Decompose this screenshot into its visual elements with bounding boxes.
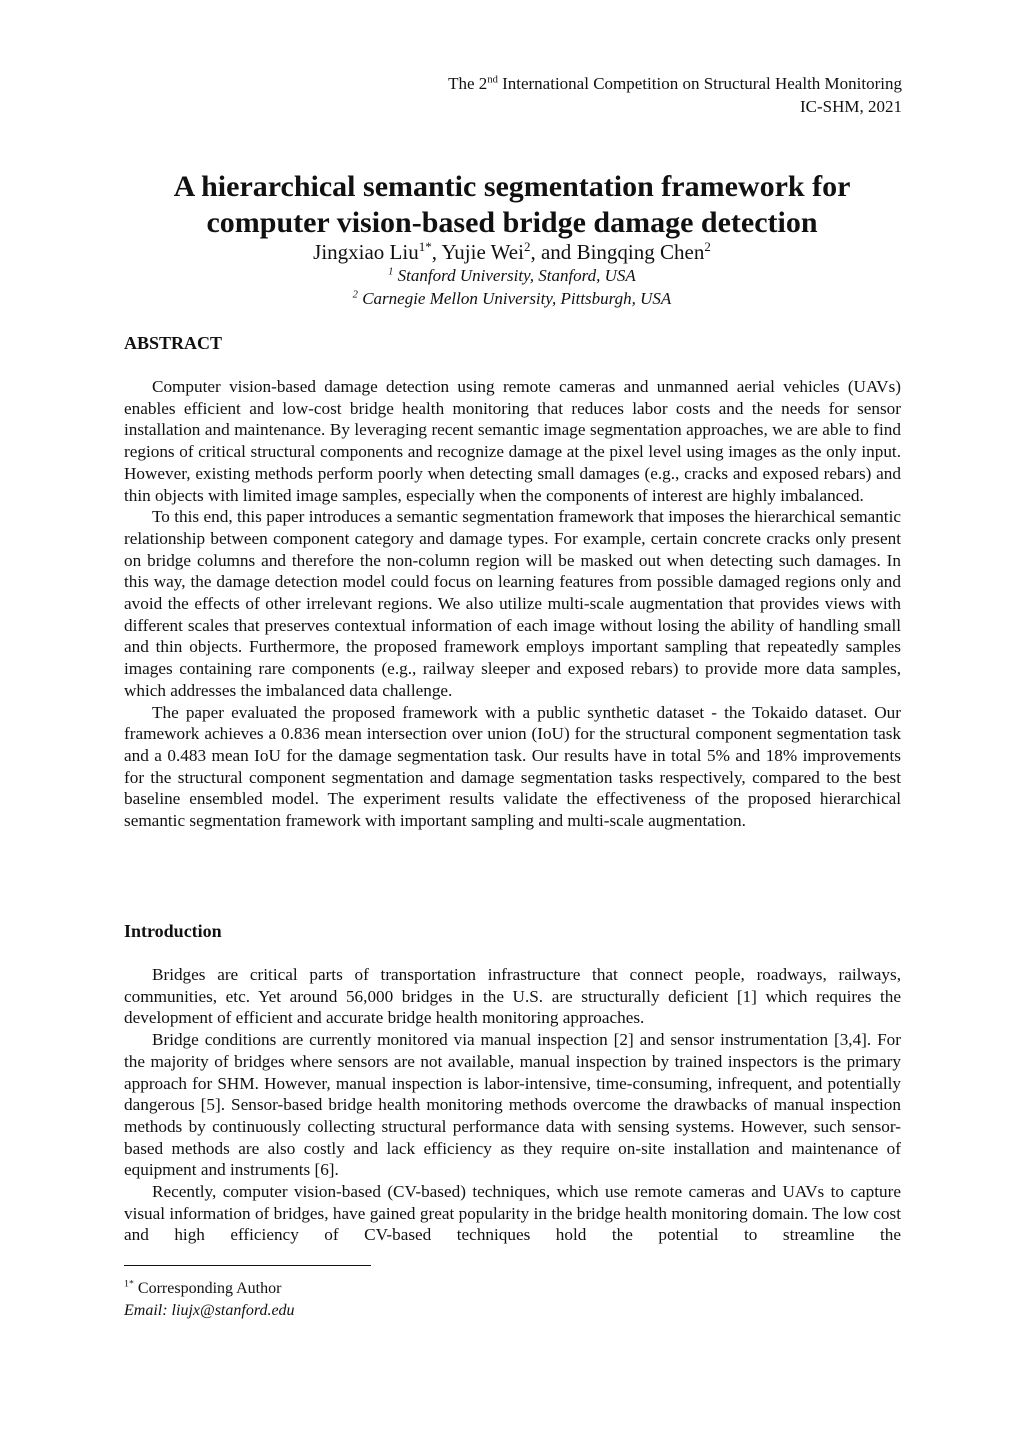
author-name: Yujie Wei	[441, 240, 524, 264]
author-name: Bingqing Chen	[576, 240, 705, 264]
abstract-paragraph: The paper evaluated the proposed framework with a public synthetic dataset - the Tokaido dataset. Our framework achieves a 0.836 mean intersection over union (IoU) for the structural component segmentation task and a 0.483 mean IoU for the damage segmentation task. Our results have in total 5% and 18% improvements for the structural component segmentation and damage segmentation tasks respectively, compared to the best baseline ensembled model. The experiment results validate the effectiveness of the proposed hierarchical semantic segmentation framework with important sampling and multi-scale augmentation.	[124, 702, 901, 831]
footnote-divider	[124, 1265, 371, 1266]
author-list: Jingxiao Liu$^{1*}$, Yujie Wei$^2$, and Bingqing Chen$^2$	[313, 239, 711, 264]
conference-name: The 2nd International Competition on Structural Health Monitoring	[448, 74, 902, 93]
footnote-corresponding: $^{1*}$ Corresponding Author	[124, 1278, 282, 1297]
introduction-paragraph: Bridges are critical parts of transportation infrastructure that connect people, roadways, railways, communities, etc. Yet around 56,000 bridges in the U.S. are structurally deficient [1] which requires the development of efficient and accurate bridge health monitoring approaches.	[124, 965, 901, 1028]
introduction-paragraph: Recently, computer vision-based (CV-based) techniques, which use remote cameras and UAVs to capture visual information of bridges, have gained great popularity in the bridge health monitoring domain. The low cost and high efficiency of CV-based techniques hold the potential to streamline the	[124, 1182, 901, 1245]
abstract-paragraph: To this end, this paper introduces a semantic segmentation framework that imposes the hierarchical semantic relationship between component category and damage types. For example, certain concrete cracks only present on bridge columns and therefore the non-column region will be masked out when detecting such damages. In this way, the damage detection model could focus on learning features from possible damaged regions only and avoid the effects of other irrelevant regions. We also utilize multi-scale augmentation that provides views with different scales that preserves contextual information of each image without losing the ability of handling small and thin objects. Furthermore, the proposed framework employs important sampling that repeatedly samples images containing rare components (e.g., railway sleeper and exposed rebars) to provide more data samples, which addresses the imbalanced data challenge.	[124, 507, 901, 700]
introduction-body	[124, 964, 901, 1246]
affiliation-2: $^2$ Carnegie Mellon University, Pittsburgh, USA	[352, 289, 672, 308]
author-name: Jingxiao Liu	[313, 240, 419, 264]
introduction-heading: Introduction	[124, 921, 222, 941]
abstract-body	[124, 376, 901, 832]
paper-title	[0, 169, 1024, 241]
abstract-heading: ABSTRACT	[124, 333, 223, 353]
introduction-paragraph: Bridge conditions are currently monitored via manual inspection [2] and sensor instrumentation [3,4]. For the majority of bridges where sensors are not available, manual inspection by trained inspectors is the primary approach for SHM. However, manual inspection is labor-intensive, time-consuming, infrequent, and potentially dangerous [5]. Sensor-based bridge health monitoring methods overcome the drawbacks of manual inspection methods by continuously collecting structural performance data with sensing systems. However, such sensor-based methods are also costly and lack efficiency as they require on-site installation and maintenance of equipment and instruments [6].	[124, 1030, 901, 1180]
title-line-2: computer vision-based bridge damage detection	[206, 206, 818, 239]
footnote	[124, 1278, 295, 1322]
footnote-email: Email: liujx@stanford.edu	[124, 1302, 295, 1319]
running-header	[448, 72, 902, 118]
abstract-paragraph: Computer vision-based damage detection using remote cameras and unmanned aerial vehicles (UAVs) enables efficient and low-cost bridge health monitoring that reduces labor costs and the needs for sensor installation and maintenance. By leveraging recent semantic image segmentation approaches, we are able to find regions of critical structural components and recognize damage at the pixel level using images as the only input. However, existing methods perform poorly when detecting small damages (e.g., cracks and exposed rebars) and thin objects with limited image samples, especially when the components of interest are highly imbalanced.	[124, 377, 901, 505]
title-line-1: A hierarchical semantic segmentation framework for	[173, 170, 851, 203]
conference-acronym: IC-SHM, 2021	[799, 97, 902, 116]
affiliation-1: $^1$ Stanford University, Stanford, USA	[388, 266, 636, 285]
